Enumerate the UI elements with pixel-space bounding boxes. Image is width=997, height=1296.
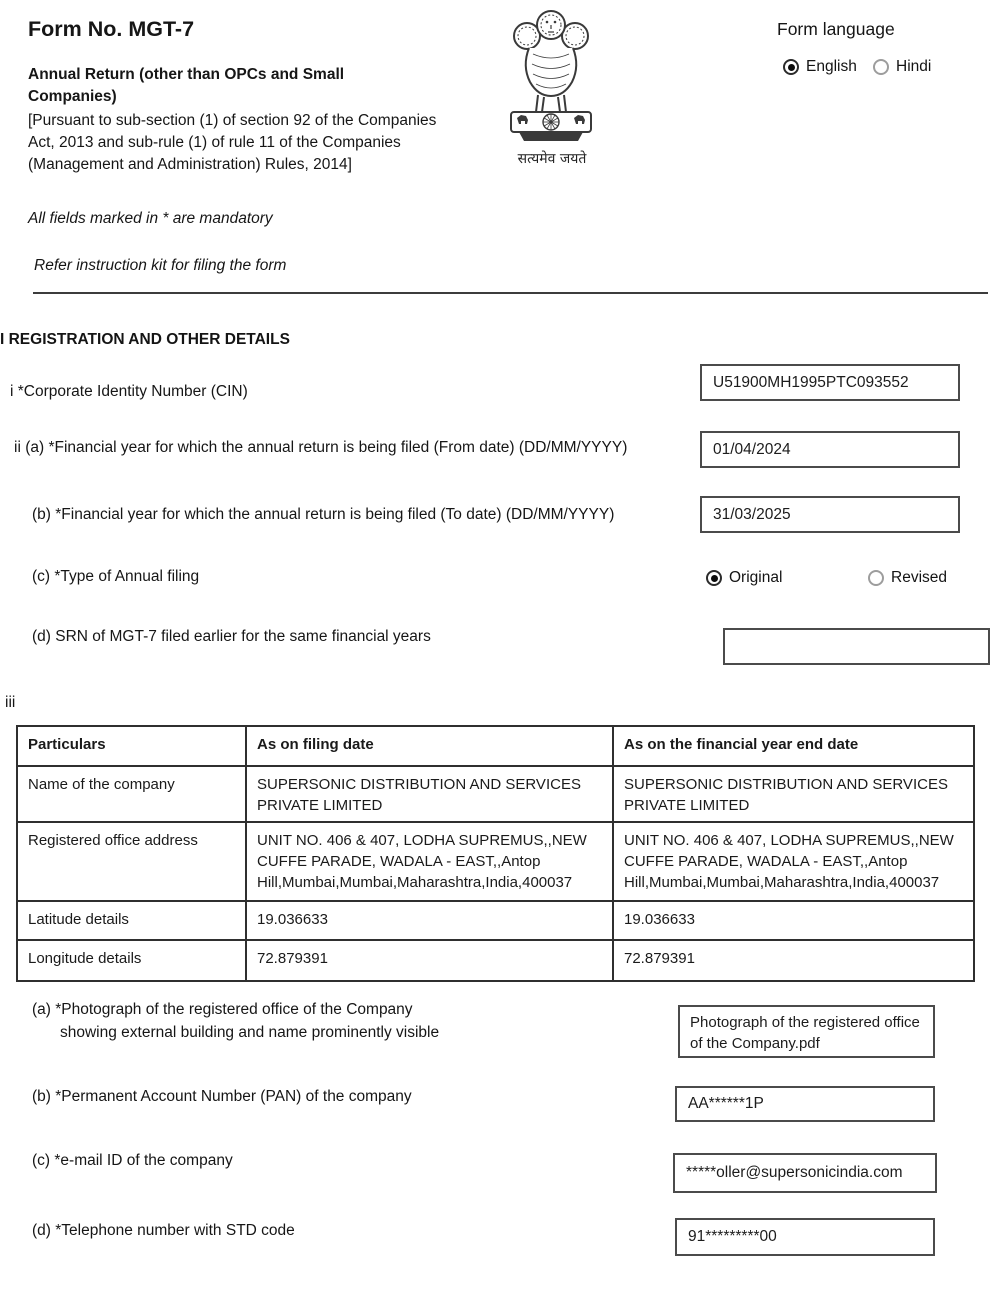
emblem-container bbox=[502, 4, 602, 151]
table-index: iii bbox=[5, 694, 16, 711]
row-label-company-name: Name of the company bbox=[17, 766, 246, 822]
pan-input[interactable]: AA******1P bbox=[675, 1086, 935, 1122]
language-hindi-label: Hindi bbox=[896, 58, 932, 75]
photo-label-line2: showing external building and name prominently visible bbox=[60, 1024, 440, 1041]
table-row bbox=[17, 940, 974, 981]
filing-original-label: Original bbox=[729, 569, 783, 586]
radio-unselected-icon bbox=[873, 59, 889, 75]
cell-longitude-filing: 72.879391 bbox=[246, 940, 613, 981]
emblem-of-india-icon bbox=[502, 4, 600, 146]
photo-attachment-box[interactable]: Photograph of the registered office of the Company.pdf bbox=[678, 1005, 935, 1058]
row-label-latitude: Latitude details bbox=[17, 901, 246, 940]
filing-revised-label: Revised bbox=[891, 569, 947, 586]
table-row bbox=[17, 901, 974, 940]
fy-from-label: ii (a) *Financial year for which the annual return is being filed (From date) (DD/MM/YYYY) bbox=[14, 439, 628, 456]
cin-input[interactable]: U51900MH1995PTC093552 bbox=[700, 364, 960, 401]
language-radio-english[interactable] bbox=[783, 58, 857, 76]
radio-selected-icon bbox=[783, 59, 799, 75]
filing-type-label: (c) *Type of Annual filing bbox=[32, 568, 200, 585]
radio-unselected-icon bbox=[868, 570, 884, 586]
instruction-note: Refer instruction kit for filing the form bbox=[34, 257, 287, 274]
phone-input[interactable]: 91*********00 bbox=[675, 1218, 935, 1256]
fy-to-input[interactable]: 31/03/2025 bbox=[700, 496, 960, 533]
cell-latitude-year-end: 19.036633 bbox=[613, 901, 974, 940]
pursuant-text: [Pursuant to sub-section (1) of section 92 of the Companies Act, 2013 and sub-rule (1) of rule 11 of the Companies (Management and Administration) Rules, 2014] bbox=[28, 112, 437, 173]
cin-index: i bbox=[10, 383, 14, 400]
language-english-label: English bbox=[806, 58, 857, 75]
form-number-title: Form No. MGT-7 bbox=[28, 17, 195, 41]
pan-label: (b) *Permanent Account Number (PAN) of the company bbox=[32, 1088, 412, 1105]
phone-label: (d) *Telephone number with STD code bbox=[32, 1222, 295, 1239]
language-radio-hindi[interactable] bbox=[873, 58, 931, 76]
srn-input[interactable] bbox=[723, 628, 990, 665]
satyameva-jayate-caption: सत्यमेव जयते bbox=[517, 151, 587, 167]
column-header-particulars: Particulars bbox=[17, 726, 246, 766]
email-input[interactable]: *****oller@supersonicindia.com bbox=[673, 1153, 937, 1193]
srn-label: (d) SRN of MGT-7 filed earlier for the same financial years bbox=[32, 628, 431, 645]
fy-to-label: (b) *Financial year for which the annual return is being filed (To date) (DD/MM/YYYY) bbox=[32, 506, 615, 523]
fy-from-input[interactable]: 01/04/2024 bbox=[700, 431, 960, 468]
table-header-row bbox=[17, 726, 974, 766]
company-details-table bbox=[16, 725, 975, 982]
row-label-longitude: Longitude details bbox=[17, 940, 246, 981]
cell-registered-office-year-end: UNIT NO. 406 & 407, LODHA SUPREMUS,,NEW CUFFE PARADE, WADALA - EAST,,Antop Hill,Mumbai,Mumbai,Maharashtra,India,400037 bbox=[613, 822, 974, 901]
filing-type-radio-original[interactable] bbox=[706, 569, 782, 587]
table-row bbox=[17, 822, 974, 901]
cell-longitude-year-end: 72.879391 bbox=[613, 940, 974, 981]
header-divider bbox=[33, 292, 988, 294]
form-language-label: Form language bbox=[777, 19, 895, 39]
email-label: (c) *e-mail ID of the company bbox=[32, 1152, 233, 1169]
section-registration-heading: I REGISTRATION AND OTHER DETAILS bbox=[0, 331, 290, 348]
cell-latitude-filing: 19.036633 bbox=[246, 901, 613, 940]
cell-company-name-year-end: SUPERSONIC DISTRIBUTION AND SERVICES PRIVATE LIMITED bbox=[613, 766, 974, 822]
cin-label: i *Corporate Identity Number (CIN) bbox=[10, 383, 248, 400]
photo-label-line1: (a) *Photograph of the registered office of the Company bbox=[32, 1001, 413, 1018]
table-row bbox=[17, 766, 974, 822]
fy-index: ii bbox=[14, 439, 21, 456]
form-subtitle: Annual Return (other than OPCs and Small Companies) bbox=[28, 66, 345, 105]
column-header-filing-date: As on filing date bbox=[246, 726, 613, 766]
filing-type-radio-revised[interactable] bbox=[868, 569, 947, 587]
cell-company-name-filing: SUPERSONIC DISTRIBUTION AND SERVICES PRIVATE LIMITED bbox=[246, 766, 613, 822]
mandatory-note: All fields marked in * are mandatory bbox=[28, 210, 273, 227]
cell-registered-office-filing: UNIT NO. 406 & 407, LODHA SUPREMUS,,NEW CUFFE PARADE, WADALA - EAST,,Antop Hill,Mumbai,Mumbai,Maharashtra,India,400037 bbox=[246, 822, 613, 901]
row-label-registered-office: Registered office address bbox=[17, 822, 246, 901]
radio-selected-icon bbox=[706, 570, 722, 586]
column-header-year-end: As on the financial year end date bbox=[613, 726, 974, 766]
